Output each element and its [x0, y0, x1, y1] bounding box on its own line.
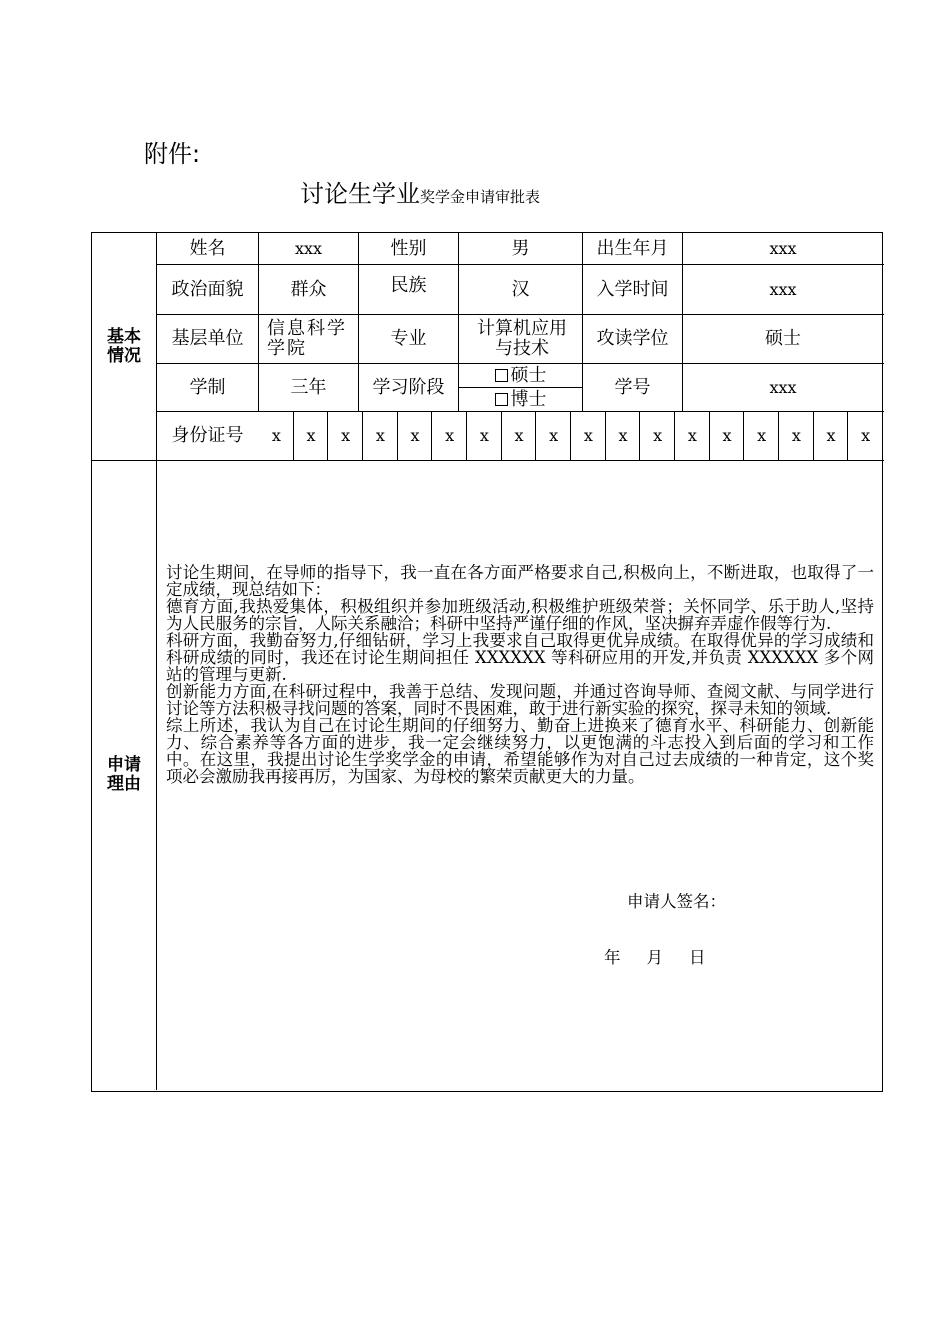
value-major: 计算机应用与技术 — [477, 318, 567, 359]
id-digit-cell: x — [757, 426, 767, 445]
stage-option-master[interactable] — [459, 364, 582, 387]
label-stage: 学习阶段 — [372, 376, 445, 398]
section-divider — [92, 460, 884, 461]
stage-option-doctor-label: 博士 — [510, 388, 547, 410]
value-student-id: xxx — [769, 377, 797, 397]
form-title-main: 讨论生学业 — [300, 180, 420, 208]
label-enroll: 入学时间 — [596, 278, 669, 300]
label-degree: 攻读学位 — [596, 328, 669, 349]
value-duration: 三年 — [290, 376, 327, 398]
id-digit-cell: x — [687, 426, 697, 445]
id-digit-cell: x — [341, 426, 351, 445]
label-id-number: 身份证号 — [171, 425, 244, 446]
id-digit-cell: x — [861, 426, 871, 445]
id-digit-cell: x — [479, 426, 489, 445]
signature-label: 申请人签名： — [627, 892, 726, 911]
reason-paragraph: 科研方面，我勤奋努力,仔细钻研，学习上我要求自己取得更优异成绩。在取得优异的学习成绩和科研成绩的同时，我还在讨论生期间担任 XXXXXX 等科研应用的开发,并负责 XXXXXX 多个网站的管理与更新. — [166, 631, 874, 684]
label-student-id: 学号 — [614, 376, 651, 398]
id-digit-cell: x — [306, 426, 316, 445]
value-unit: 信息科学学院 — [267, 318, 347, 359]
value-enroll: xxx — [769, 279, 797, 299]
value-political: 群众 — [290, 278, 327, 300]
section-reason: 申请 理由 — [107, 755, 141, 794]
stage-option-doctor[interactable] — [459, 388, 582, 411]
id-digit-cell: x — [549, 426, 559, 445]
id-digit-cell: x — [791, 426, 801, 445]
id-digit-cell: x — [826, 426, 836, 445]
label-unit: 基层单位 — [171, 328, 244, 349]
label-birth: 出生年月 — [596, 237, 669, 259]
id-digit-cell: x — [271, 426, 281, 445]
value-gender: 男 — [511, 237, 530, 259]
id-digit-cell: x — [583, 426, 593, 445]
checkbox-icon[interactable] — [495, 393, 508, 406]
form-title-sub: 奖学金申请审批表 — [420, 188, 541, 206]
stage-option-master-label: 硕士 — [510, 364, 547, 386]
reason-paragraph: 德育方面,我热爱集体，积极组织并参加班级活动,积极维护班级荣誉；关怀同学、乐于助人,坚持为人民服务的宗旨，人际关系融洽；科研中坚持严谨仔细的作风，坚决摒弃弄虚作假等行为. — [166, 597, 874, 633]
value-degree: 硕士 — [765, 328, 801, 349]
id-digit-cell: x — [722, 426, 732, 445]
id-digit-cell: x — [445, 426, 455, 445]
label-gender: 性别 — [390, 237, 427, 259]
date-day: 日 — [689, 948, 706, 967]
date-line — [604, 944, 732, 968]
label-name: 姓名 — [189, 237, 226, 259]
form-title — [300, 174, 540, 209]
id-digit-cell: x — [375, 426, 385, 445]
label-duration: 学制 — [189, 376, 226, 398]
label-ethnicity: 民族 — [390, 275, 427, 296]
attachment-label: 附件: — [144, 140, 201, 168]
checkbox-icon[interactable] — [495, 369, 508, 382]
label-political: 政治面貌 — [171, 278, 244, 300]
value-name: xxx — [294, 238, 323, 258]
id-digit-cell: x — [653, 426, 663, 445]
section-basic-info: 基本 情况 — [107, 326, 141, 366]
reason-paragraph: 综上所述，我认为自己在讨论生期间的仔细努力、勤奋上进换来了德育水平、科研能力、创新能力、综合素养等各方面的进步，我一定会继续努力，以更饱满的斗志投入到后面的学习和工作中。在这里，我提出讨论生学奖学金的申请，希望能够作为对自己过去成绩的一种肯定，这个奖项必会激励我再接再厉，为国家、为母校的繁荣贡献更大的力量。 — [166, 716, 874, 786]
value-birth: xxx — [769, 238, 797, 258]
reason-paragraph: 创新能力方面,在科研过程中，我善于总结、发现问题，并通过咨询导师、查阅文献、与同学进行讨论等方法积极寻找问题的答案，同时不畏困难，敢于进行新实验的探究，探寻未知的领域. — [166, 682, 874, 718]
id-digit-cell: x — [514, 426, 524, 445]
date-year: 年 — [604, 948, 621, 967]
label-major: 专业 — [390, 328, 427, 349]
reason-text — [166, 564, 874, 785]
date-month: 月 — [646, 948, 663, 967]
reason-paragraph: 讨论生期间，在导师的指导下，我一直在各方面严格要求自己,积极向上，不断进取，也取得了一定成绩，现总结如下： — [166, 563, 874, 599]
value-ethnicity: 汉 — [511, 278, 530, 300]
id-digit-cell: x — [618, 426, 628, 445]
id-digit-cell: x — [410, 426, 420, 445]
